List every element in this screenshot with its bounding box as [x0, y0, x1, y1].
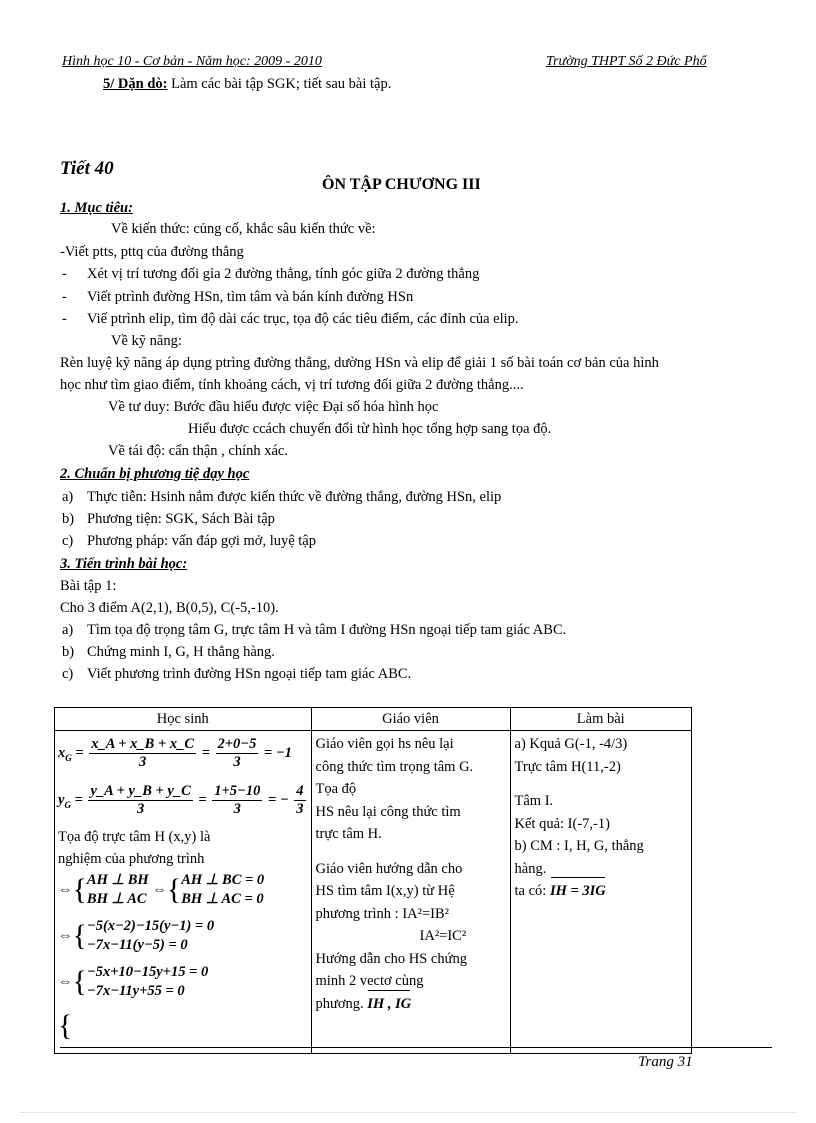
homework-text: Làm các bài tập SGK; tiết sau bài tập.	[171, 76, 392, 92]
prep-item: Phương pháp: vấn đáp gợi mở, luyệ tập	[87, 533, 316, 549]
teacher-line	[316, 846, 506, 858]
homework-line	[103, 76, 391, 93]
teacher-line: HS tìm tâm I(x,y) từ Hệ	[315, 883, 455, 899]
lesson-number: Tiết 40	[60, 158, 114, 179]
answer-line: a) Kquả G(-1, -4/3)	[514, 736, 628, 752]
header-work: Làm bài	[510, 708, 691, 731]
lesson-title: ÔN TẬP CHƯƠNG III	[322, 176, 481, 193]
answer-line: Tâm I.	[514, 793, 554, 809]
student-text: nghiệm của phương trình	[58, 851, 205, 868]
brace-symbol: {	[58, 1008, 73, 1042]
teacher-line: trực tâm H.	[315, 826, 382, 842]
skills-text: Rèn luyệ kỹ năng áp dụng ptrìng đường thẳng, dường HSn và elip để giải 1 số bài toán cơ bản của hình	[60, 355, 659, 371]
section2-heading: 2. Chuẩn bị phương tiệ dạy học	[60, 466, 250, 482]
exercise-item: Tìm tọa độ trọng tâm G, trực tâm H và tâm I đường HSn ngoại tiếp tam giác ABC.	[87, 622, 567, 638]
lesson-table	[54, 707, 692, 1054]
bullet-dash: -	[62, 289, 67, 305]
teacher-line: Giáo viên gọi hs nêu lại	[315, 736, 454, 752]
orthocenter-system-3: ⇔{ −5x+10−15y+15 = 0 −7x−11y+55 = 0	[58, 963, 209, 999]
knowledge-item: Viết ptrình đường HSn, tìm tâm và bán kính đường HSn	[87, 289, 414, 305]
centroid-y-formula: $y_G$ = $\frac{y\_A + y\_B + y\_C}{3}$ = $\frac{1+5-10}{3}$ = − $\frac{4}{3}$	[58, 783, 304, 818]
knowledge-intro: Về kiến thức: củng cố, khắc sâu kiến thức về:	[111, 221, 376, 237]
header-teacher: Giáo viên	[311, 708, 510, 731]
skills-intro: Về kỹ năng:	[111, 333, 182, 349]
footer-rule	[60, 1047, 772, 1048]
answer-line: b) CM : I, H, G, thẳng	[514, 838, 644, 854]
prep-item: Thực tiễn: Hsinh nắm được kiến thức về đường thẳng, đường HSn, elip	[87, 489, 502, 505]
teacher-line: Hướng dẫn cho HS chứng	[315, 950, 467, 967]
teacher-line: Giáo viên hướng dẫn cho	[315, 860, 463, 877]
teacher-line: phương. IH , IG	[316, 993, 506, 1016]
knowledge-item: -Viết ptts, pttq của đường thẳng	[60, 244, 244, 260]
section3-heading: 3. Tiến trình bài học:	[60, 556, 188, 572]
teacher-line: minh 2 vectơ cùng	[315, 973, 424, 989]
student-text: Tọa độ trực tâm H (x,y) là	[58, 828, 211, 845]
exercise-given: Cho 3 điểm A(2,1), B(0,5), C(-5,-10).	[60, 600, 279, 616]
item-marker: c)	[62, 666, 74, 682]
item-marker: b)	[62, 511, 75, 527]
bullet-dash: -	[62, 266, 67, 282]
item-marker: c)	[62, 533, 74, 549]
teacher-line: Tọa độ	[315, 781, 357, 797]
centroid-x-formula: $x_G$ = $\frac{x\_A + x\_B + x\_C}{3}$ = $\frac{2+0-5}{3}$ = −1	[58, 736, 292, 771]
table-row	[55, 731, 692, 1054]
answer-line	[515, 778, 687, 790]
attitude-text: Về tái độ: cẩn thận , chính xác.	[108, 443, 288, 459]
answer-line: ta có: IH = 3IG	[515, 880, 687, 903]
knowledge-item: Viế ptrình elip, tìm độ dài các trục, tọa độ các tiêu điểm, các đỉnh của elip.	[87, 311, 519, 327]
teacher-line: HS nêu lại công thức tìm	[315, 803, 461, 820]
item-marker: a)	[62, 622, 74, 638]
teacher-line: phương trình : IA²=IB²	[315, 905, 450, 922]
teacher-line: công thức tìm trọng tâm G.	[315, 758, 474, 775]
page-number: Trang 31	[638, 1054, 693, 1070]
answer-line: hàng.	[514, 860, 547, 877]
orthocenter-system-1: ⇔{ AH ⊥ BH BH ⊥ AC ⇔{ AH ⊥ BC = 0 BH ⊥ AC = 0	[58, 871, 265, 907]
exercise-item: Chứng minh I, G, H thẳng hàng.	[87, 644, 275, 660]
exercise-label: Bài tập 1:	[60, 578, 117, 594]
header-right: Trường THPT Số 2 Đức Phổ	[546, 54, 707, 69]
skills-text: học như tìm giao điểm, tính khoảng cách, vị trí tương đối giữa 2 đường thẳng....	[60, 377, 524, 393]
thinking-text: Hiểu được ccách chuyển đổi từ hình học tổng hợp sang tọa độ.	[188, 421, 552, 437]
student-cell	[55, 731, 312, 1054]
knowledge-item: Xét vị trí tương đối gỉa 2 đường thẳng, tính góc giữa 2 đường thẳng	[87, 266, 480, 282]
orthocenter-system-2: ⇔{ −5(x−2)−15(y−1) = 0 −7x−11(y−5) = 0	[58, 917, 215, 953]
header-student: Học sinh	[55, 708, 312, 731]
item-marker: b)	[62, 644, 75, 660]
prep-item: Phương tiện: SGK, Sách Bài tập	[87, 511, 275, 527]
thinking-text: Về tư duy: Bước đầu hiểu được việc Đại số hóa hình học	[108, 399, 439, 415]
teacher-cell	[311, 731, 510, 1054]
header-left: Hình học 10 - Cơ bản - Năm học: 2009 - 2010	[62, 54, 322, 69]
teacher-line: IA²=IC²	[419, 928, 467, 944]
page-edge	[20, 1112, 796, 1113]
exercise-item: Viết phương trình đường HSn ngoại tiếp tam giác ABC.	[87, 666, 412, 682]
bullet-dash: -	[62, 311, 67, 327]
table-header-row	[55, 708, 692, 731]
section1-heading: 1. Mục tiêu:	[60, 200, 133, 216]
item-marker: a)	[62, 489, 74, 505]
work-cell	[510, 731, 691, 1054]
answer-line: Kết quả: I(-7,-1)	[514, 815, 610, 832]
homework-label: 5/ Dặn dò:	[103, 76, 168, 92]
answer-line: Trực tâm H(11,-2)	[514, 758, 621, 775]
